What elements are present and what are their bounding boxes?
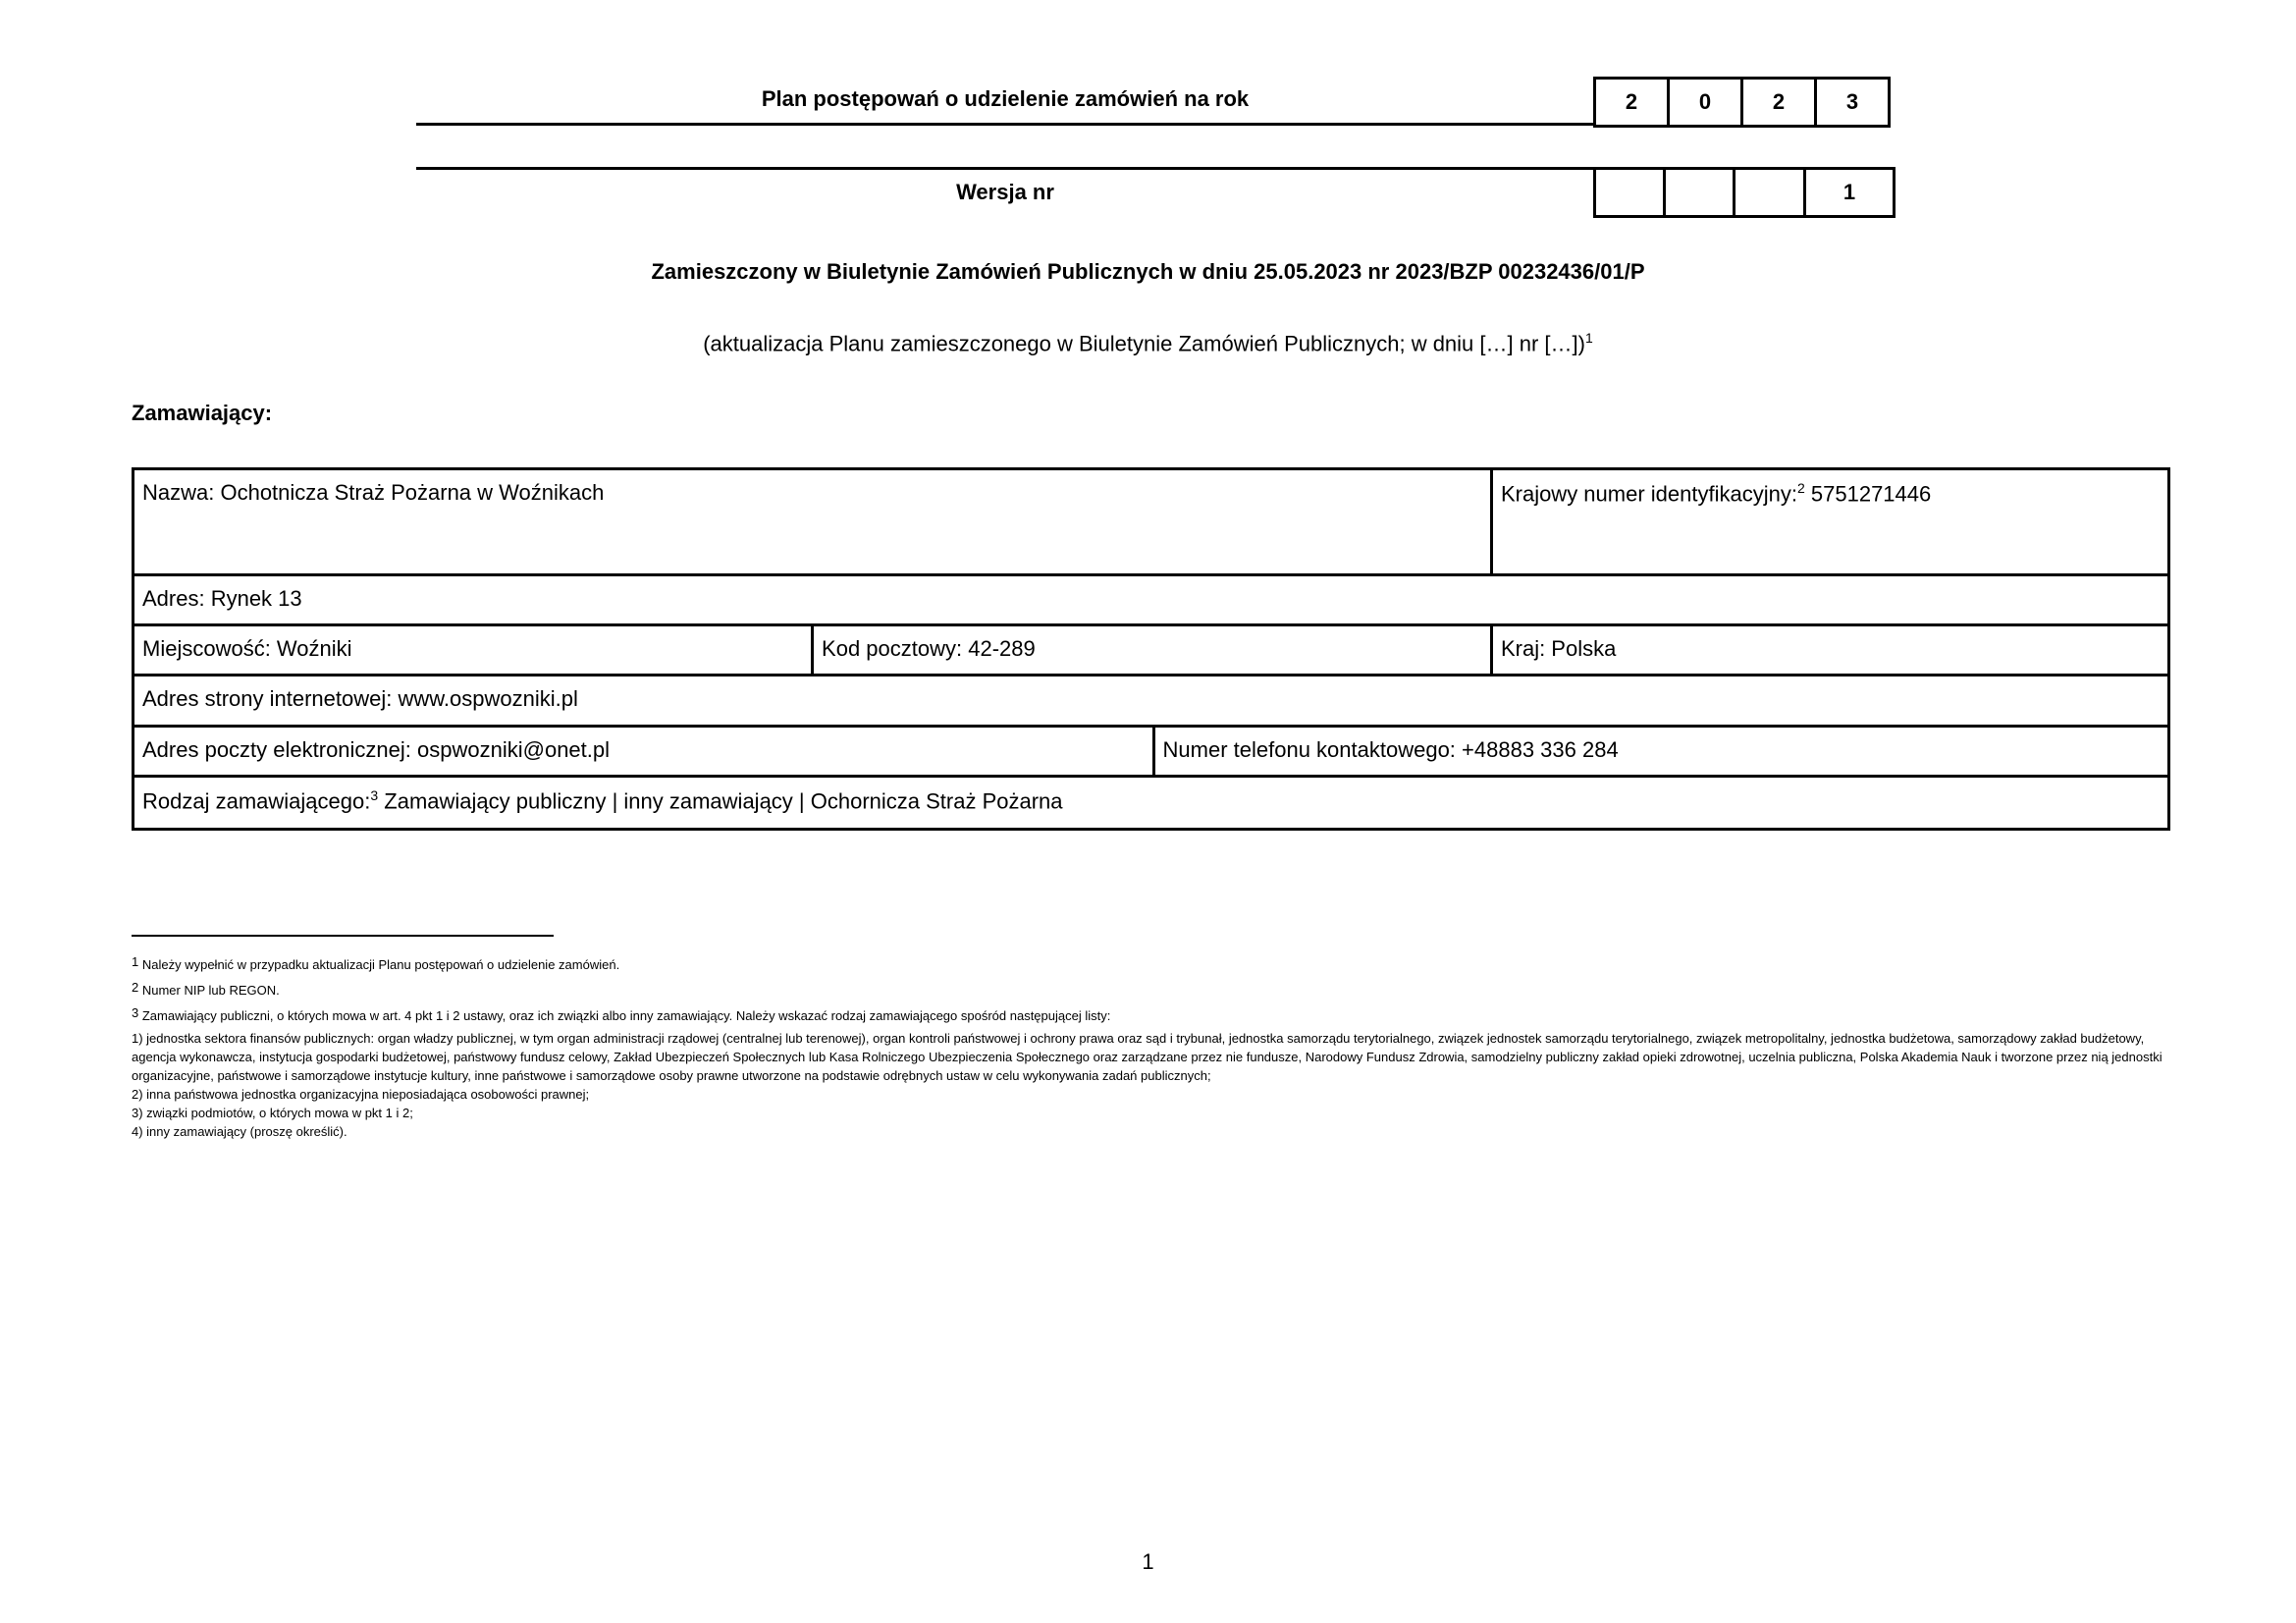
- plan-title-row: [416, 77, 1889, 124]
- plan-title: Plan postępowań o udzielenie zamówień na rok: [761, 86, 1250, 111]
- zamawiajacy-table: [132, 467, 2170, 831]
- footnote-ref-1: 1: [1584, 330, 1593, 346]
- adres-cell: Adres: Rynek 13: [133, 575, 2169, 625]
- footnote-list-item: 4) inny zamawiający (proszę określić).: [132, 1124, 347, 1139]
- version-digit-3: [1733, 167, 1806, 218]
- footnote-2-text: Numer NIP lub REGON.: [141, 983, 280, 998]
- version-row: [416, 167, 1889, 216]
- year-digit-3: 2: [1740, 77, 1817, 128]
- footnote-3: [132, 1003, 2173, 1025]
- krajowy-numer-cell: [1491, 469, 2168, 575]
- version-boxes: [1593, 167, 1896, 218]
- rodzaj-label: Rodzaj zamawiającego:: [142, 788, 371, 814]
- zamawiajacy-heading: Zamawiający:: [132, 401, 273, 425]
- kraj-cell: Kraj: Polska: [1491, 625, 2168, 676]
- footnote-2-number: 2: [132, 980, 139, 995]
- footnote-2: [132, 978, 2173, 1000]
- footnote-3-text: Zamawiający publiczni, o których mowa w art. 4 pkt 1 i 2 ustawy, oraz ich związki albo inny zamawiający. Należy wskazać rodzaj zamawiającego spośród następującej listy:: [141, 1008, 1111, 1023]
- year-digit-1: 2: [1593, 77, 1670, 128]
- krajowy-numer-label: Krajowy numer identyfikacyjny:: [1500, 481, 1797, 507]
- footnote-separator: [132, 935, 554, 937]
- kod-pocztowy-cell: Kod pocztowy: 42-289: [813, 625, 1492, 676]
- year-boxes: [1593, 77, 1891, 128]
- page-number: 1: [1142, 1549, 1154, 1574]
- title-underline: [416, 123, 1594, 126]
- update-text: (aktualizacja Planu zamieszczonego w Biuletynie Zamówień Publicznych; w dniu […] nr […]): [703, 331, 1585, 356]
- footnote-list-item: 2) inna państwowa jednostka organizacyjna nieposiadająca osobowości prawnej;: [132, 1087, 590, 1102]
- www-cell: Adres strony internetowej: www.ospwozniki.pl: [133, 676, 2169, 727]
- footnotes: [132, 952, 2173, 1141]
- footnote-1-text: Należy wypełnić w przypadku aktualizacji Planu postępowań o udzielenie zamówień.: [141, 957, 620, 972]
- email-cell: Adres poczty elektronicznej: ospwozniki@onet.pl: [133, 727, 1154, 777]
- footnote-ref-2: 2: [1796, 480, 1805, 496]
- footnote-list-item: 3) związki podmiotów, o których mowa w pkt 1 i 2;: [132, 1106, 413, 1120]
- footnote-1: [132, 952, 2173, 974]
- update-info: [0, 330, 2296, 356]
- version-overline: [416, 167, 1594, 170]
- year-digit-4: 3: [1814, 77, 1891, 128]
- krajowy-numer-value: 5751271446: [1810, 481, 1932, 507]
- nazwa-cell: Nazwa: Ochotnicza Straż Pożarna w Woźnikach: [133, 469, 1492, 575]
- telefon-cell: Numer telefonu kontaktowego: +48883 336 284: [1153, 727, 2168, 777]
- miejscowosc-cell: Miejscowość: Woźniki: [133, 625, 813, 676]
- version-label: Wersja nr: [956, 180, 1054, 204]
- footnote-list-item: 1) jednostka sektora finansów publicznych: organ władzy publicznej, w tym organ administracji rządowej (centralnej lub terenowej), organ kontroli państwowej i ochrony prawa oraz sąd i trybunał, jednostka samorządu terytorialnego, związek jednostek samorządu terytorialnego, związek metropolitalny, jednostka budżetowa, samorządowy zakład budżetowy, agencja wykonawcza, instytucja gospodarki budżetowej, państwowy fundusz celowy, Zakład Ubezpieczeń Społecznych lub Kasa Rolniczego Ubezpieczenia Społecznego oraz zarządzane przez nie fundusze, Narodowy Fundusz Zdrowia, samodzielny publiczny zakład opieki zdrowotnej, uczelnia publiczna, Polska Akademia Nauk i tworzone przez nią jednostki organizacyjne, państwowe i samorządowe instytucje kultury, inne państwowe i samorządowe osoby prawne utworzone na podstawie odrębnych ustaw w celu wykonywania zadań publicznych;: [132, 1031, 2163, 1083]
- rodzaj-cell: [133, 777, 2169, 830]
- footnote-1-number: 1: [132, 954, 139, 969]
- publication-info: Zamieszczony w Biuletynie Zamówień Publicznych w dniu 25.05.2023 nr 2023/BZP 00232436/01/P: [651, 259, 1645, 284]
- rodzaj-value: Zamawiający publiczny | inny zamawiający | Ochornicza Straż Pożarna: [384, 788, 1063, 814]
- version-digit-4: 1: [1803, 167, 1896, 218]
- footnote-ref-3: 3: [370, 787, 379, 803]
- footnote-3-number: 3: [132, 1005, 139, 1020]
- version-digit-1: [1593, 167, 1666, 218]
- year-digit-2: 0: [1667, 77, 1743, 128]
- version-digit-2: [1663, 167, 1735, 218]
